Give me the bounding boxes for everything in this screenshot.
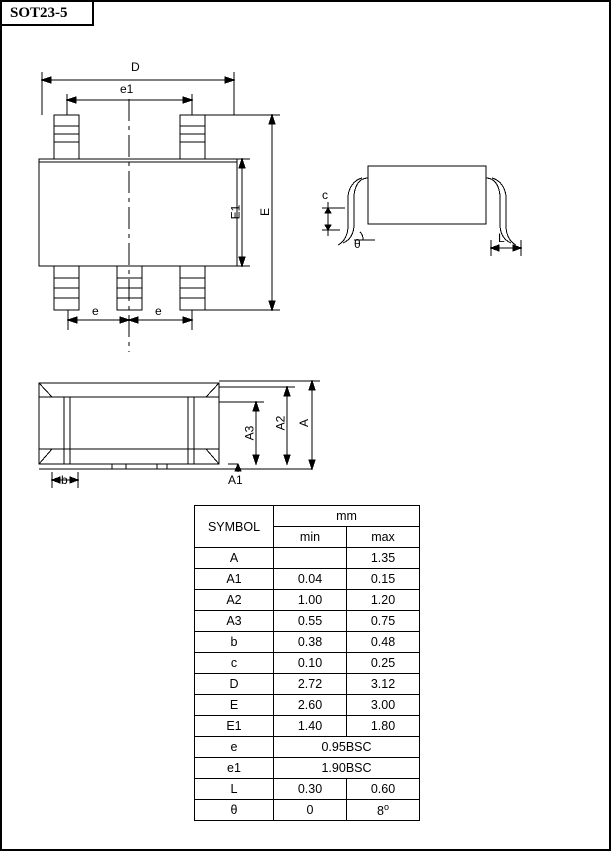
cell-max: 0.60 — [347, 779, 420, 800]
dim-label-c: c — [322, 188, 328, 202]
package-title: SOT23-5 — [2, 2, 94, 26]
cell-min: 1.00 — [274, 590, 347, 611]
cell-symbol: L — [195, 779, 274, 800]
table-row — [195, 611, 420, 632]
dim-label-e1: e1 — [120, 82, 134, 96]
table-row — [195, 632, 420, 653]
table-row — [195, 590, 420, 611]
dim-label-E1: E1 — [228, 204, 243, 220]
header-symbol: SYMBOL — [195, 506, 274, 548]
cell-max: 0.15 — [347, 569, 420, 590]
table-header-row-unit — [195, 506, 420, 527]
cell-symbol: A — [195, 548, 274, 569]
cell-max: 0.25 — [347, 653, 420, 674]
dim-label-A: A — [297, 418, 312, 428]
cell-symbol: E — [195, 695, 274, 716]
table-row — [195, 779, 420, 800]
cell-symbol: e — [195, 737, 274, 758]
cell-symbol: b — [195, 632, 274, 653]
dimension-table — [194, 505, 420, 821]
table-row — [195, 800, 420, 821]
dim-label-e-right: e — [155, 304, 162, 318]
header-unit-mm: mm — [274, 506, 420, 527]
cell-min: 0.04 — [274, 569, 347, 590]
cell-max: 8$^o$ — [347, 800, 420, 821]
dim-label-e-left: e — [92, 304, 99, 318]
cell-max: 0.48 — [347, 632, 420, 653]
cell-span-value: 1.90BSC — [274, 758, 420, 779]
table-row — [195, 716, 420, 737]
cell-symbol: A1 — [195, 569, 274, 590]
cell-max: 3.00 — [347, 695, 420, 716]
table-row — [195, 548, 420, 569]
cell-symbol: θ — [195, 800, 274, 821]
cell-symbol: c — [195, 653, 274, 674]
dim-label-A2: A2 — [273, 415, 288, 431]
table-row — [195, 695, 420, 716]
cell-max: 1.80 — [347, 716, 420, 737]
dim-label-D: D — [131, 60, 140, 74]
cell-span-value: 0.95BSC — [274, 737, 420, 758]
cell-max: 1.35 — [347, 548, 420, 569]
table-row — [195, 653, 420, 674]
dim-label-b: b — [61, 473, 68, 487]
cell-max-superscript: o — [383, 801, 389, 812]
cell-max: 3.12 — [347, 674, 420, 695]
cell-min: 1.40 — [274, 716, 347, 737]
dim-label-E: E — [258, 207, 273, 217]
cell-min: 0.55 — [274, 611, 347, 632]
cell-max: 1.20 — [347, 590, 420, 611]
dim-label-L: L — [498, 231, 505, 245]
cell-min: 0 — [274, 800, 347, 821]
header-min: min — [274, 527, 347, 548]
cell-symbol: D — [195, 674, 274, 695]
table-row — [195, 758, 420, 779]
cell-min: 2.60 — [274, 695, 347, 716]
dim-label-theta: θ — [354, 237, 361, 251]
cell-min: 0.10 — [274, 653, 347, 674]
cell-symbol: E1 — [195, 716, 274, 737]
header-max: max — [347, 527, 420, 548]
dim-label-A1: A1 — [228, 473, 243, 487]
cell-symbol: A2 — [195, 590, 274, 611]
cell-symbol: A3 — [195, 611, 274, 632]
table-row — [195, 674, 420, 695]
table-row — [195, 569, 420, 590]
cell-min: 2.72 — [274, 674, 347, 695]
cell-min: 0.30 — [274, 779, 347, 800]
cell-min — [274, 548, 347, 569]
cell-symbol: e1 — [195, 758, 274, 779]
dim-label-A3: A3 — [242, 425, 257, 441]
cell-max: 0.75 — [347, 611, 420, 632]
table-row — [195, 737, 420, 758]
cell-min: 0.38 — [274, 632, 347, 653]
